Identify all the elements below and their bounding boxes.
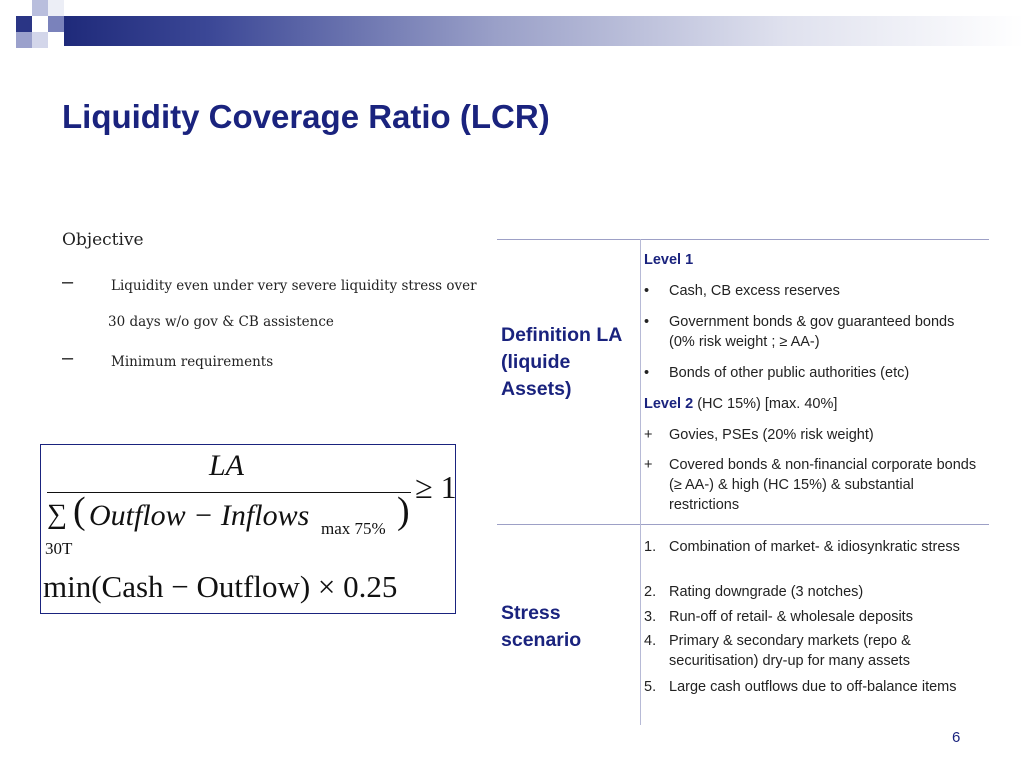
formula-min-line: min(Cash − Outflow) × 0.25 — [43, 569, 398, 604]
table-row-divider — [497, 524, 989, 525]
formula-numerator: LA — [209, 449, 245, 482]
formula-denominator: Outflow − Inflows — [89, 499, 310, 532]
decor-square — [48, 16, 64, 32]
objective-bullet-line: 30 days w/o gov & CB assistence — [108, 314, 334, 330]
open-paren: ( — [73, 490, 86, 532]
objective-bullet-line: Minimum requirements — [111, 354, 274, 370]
page-number: 6 — [952, 729, 961, 746]
decor-square — [48, 0, 64, 16]
level-2-heading: Level 2 (HC 15%) [max. 40%] — [644, 396, 838, 412]
fraction-line — [47, 492, 411, 493]
row-label-stress: Stress scenario — [501, 602, 582, 651]
formula-relation: ≥ 1 — [415, 469, 457, 505]
decor-square — [16, 32, 32, 48]
decor-square — [32, 32, 48, 48]
formula-lower-limit: 30T — [45, 539, 73, 558]
formula-box — [40, 444, 456, 614]
formula-subscript: max 75% — [321, 519, 386, 538]
bullet-marker: – — [62, 347, 74, 369]
level-1-heading: Level 1 — [644, 252, 694, 268]
slide-title: Liquidity Coverage Ratio (LCR) — [62, 98, 550, 135]
table-column-divider — [640, 239, 641, 725]
row-label-definition: Definition LA (liquide Assets) — [501, 324, 622, 400]
bullet-marker: – — [62, 271, 74, 293]
decor-square — [32, 0, 48, 16]
sum-symbol: ∑ — [47, 499, 67, 530]
close-paren: ) — [397, 490, 410, 532]
table-top-rule — [497, 239, 989, 240]
objective-heading: Objective — [62, 230, 144, 250]
objective-bullet-line: Liquidity even under very severe liquidity stress over — [111, 278, 477, 294]
decor-square — [16, 16, 32, 32]
header-gradient-bar — [64, 16, 1024, 46]
